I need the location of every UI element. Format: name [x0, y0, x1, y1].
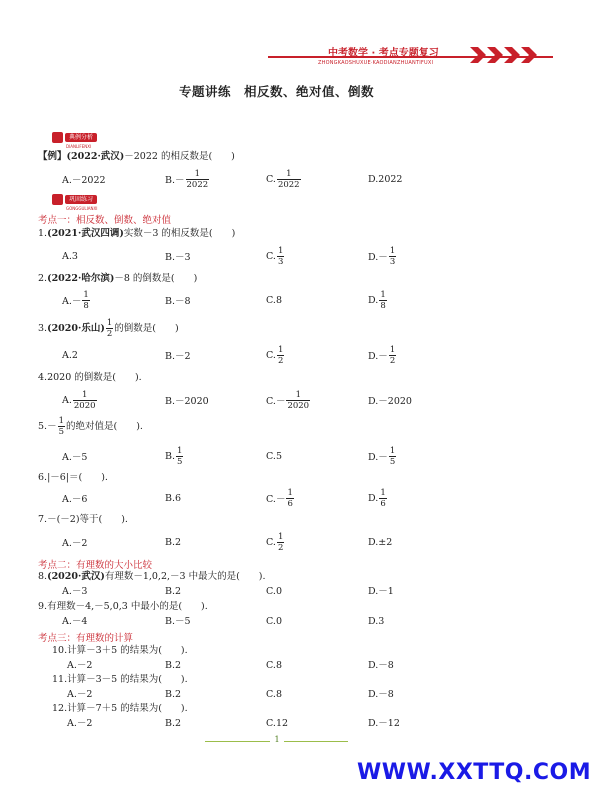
- example-stem: －2022 的相反数是( ): [124, 151, 235, 162]
- q12-option-a: A.－2: [67, 718, 93, 729]
- q4-option-b: B.－2020: [165, 396, 209, 407]
- example-option-d: D.2022: [368, 173, 403, 185]
- q6-option-a: A.－6: [62, 494, 88, 505]
- page-title: 专题讲练 相反数、绝对值、倒数: [178, 84, 374, 99]
- q6-option-b: B.6: [165, 492, 182, 504]
- q10-option-d: D.－8: [368, 660, 394, 671]
- example-badge-pinyin: DIANLIFENXI: [66, 144, 92, 149]
- q5-option-b: B. $\frac{1}{5}$: [165, 445, 183, 467]
- example-tag: 【例】: [38, 151, 67, 162]
- q1-option-a: A.3: [62, 250, 78, 262]
- q12-option-b: B.2: [165, 718, 182, 729]
- example-question: [38, 151, 235, 163]
- section-heading-1: 考点一：相反数、倒数、绝对值: [38, 215, 172, 226]
- q2-option-a: A.－ $\frac{1}{8}$: [62, 289, 89, 311]
- q7-option-b: B.2: [165, 536, 182, 548]
- series-title: 中考数学 · 考点专题复习: [328, 48, 439, 59]
- question-12: 12.计算－7＋5 的结果为( ).: [52, 703, 188, 714]
- example-badge: [52, 131, 97, 149]
- q3-option-b: B.－2: [165, 351, 191, 362]
- q3-option-d: D.－ $\frac{1}{2}$: [368, 344, 396, 366]
- question-8: 8.(2020·武汉)有理数－1,0,2,－3 中最大的是( ).: [38, 571, 266, 582]
- q12-option-c: C.12: [266, 718, 289, 729]
- q9-option-a: A.－4: [62, 616, 88, 627]
- q1-option-d: D.－ $\frac{1}{3}$: [368, 245, 396, 267]
- q11-option-d: D.－8: [368, 689, 394, 700]
- q5-option-d: D.－ $\frac{1}{5}$: [368, 445, 396, 467]
- question-2: 2.(2022·哈尔滨)－8 的倒数是( ): [38, 273, 198, 284]
- q1-option-b: B.－3: [165, 252, 191, 263]
- q8-option-d: D.－1: [368, 586, 394, 597]
- q11-option-b: B.2: [165, 689, 182, 700]
- q6-option-d: D. $\frac{1}{6}$: [368, 487, 386, 509]
- q8-option-b: B.2: [165, 586, 182, 597]
- q4-option-a: A. $\frac{1}{2020}$: [62, 389, 96, 411]
- q7-option-d: D.±2: [368, 536, 393, 548]
- pencil-icon: [52, 194, 63, 205]
- example-option-a: A.－2022: [62, 175, 106, 186]
- q2-option-d: D. $\frac{1}{8}$: [368, 289, 386, 311]
- section-heading-2: 考点二：有理数的大小比较: [38, 560, 153, 571]
- q5-option-c: C.5: [266, 450, 282, 462]
- q3-option-c: C. $\frac{1}{2}$: [266, 344, 284, 366]
- q3-option-a: A.2: [62, 349, 78, 361]
- q10-option-a: A.－2: [67, 660, 93, 671]
- q1-option-c: C. $\frac{1}{3}$: [266, 245, 284, 267]
- q2-option-b: B.－8: [165, 296, 191, 307]
- q10-option-b: B.2: [165, 660, 182, 671]
- q10-option-c: C.8: [266, 660, 282, 671]
- q9-option-d: D.3: [368, 616, 385, 627]
- series-pinyin: ZHONGKAOSHUXUE·KAODIANZHUANTIFUXI: [318, 60, 434, 66]
- question-4: 4.2020 的倒数是( ).: [38, 372, 142, 383]
- book-icon: [52, 132, 63, 143]
- q5-option-a: A.－5: [62, 452, 88, 463]
- example-badge-label: 典例分析: [65, 133, 97, 142]
- example-source: (2022·武汉): [66, 151, 125, 162]
- question-6: 6.|－6|＝( ).: [38, 472, 108, 483]
- site-watermark: WWW.XXTTQ.COM: [357, 760, 591, 785]
- page-number: 1: [270, 735, 284, 744]
- q9-option-b: B.－5: [165, 616, 191, 627]
- example-option-c: C. $\frac{1}{2022}$: [266, 168, 300, 190]
- q4-option-c: C.－ $\frac{1}{2020}$: [266, 389, 310, 411]
- q7-option-c: C. $\frac{1}{2}$: [266, 531, 284, 553]
- practice-badge: [52, 193, 98, 211]
- practice-badge-pinyin: GONGGULIANXI: [66, 206, 98, 211]
- q6-option-c: C.－ $\frac{1}{6}$: [266, 487, 293, 509]
- question-9: 9.有理数－4,－5,0,3 中最小的是( ).: [38, 601, 208, 612]
- practice-badge-label: 巩固练习: [65, 195, 97, 204]
- q11-option-c: C.8: [266, 689, 282, 700]
- q4-option-d: D.－2020: [368, 396, 412, 407]
- q9-option-c: C.0: [266, 616, 282, 627]
- q12-option-d: D.－12: [368, 718, 400, 729]
- q11-option-a: A.－2: [67, 689, 93, 700]
- question-11: 11.计算－3－5 的结果为( ).: [52, 674, 188, 685]
- question-3: 3. (2020·乐山) $\frac{1}{2}$ 的倒数是( ): [38, 318, 179, 339]
- section-heading-3: 考点三：有理数的计算: [38, 633, 134, 644]
- question-1: 1.(2021·武汉四调)实数－3 的相反数是( ): [38, 228, 236, 239]
- q2-option-c: C.8: [266, 294, 282, 306]
- example-option-b: B.－ $\frac{1}{2022}$: [165, 168, 209, 190]
- q8-option-c: C.0: [266, 586, 282, 597]
- q8-option-a: A.－3: [62, 586, 88, 597]
- question-7: 7.－(－2)等于( ).: [38, 514, 128, 525]
- chevron-arrows-icon: [470, 44, 550, 66]
- q7-option-a: A.－2: [62, 538, 88, 549]
- question-5: 5.－ $\frac{1}{5}$ 的绝对值是( ).: [38, 416, 143, 437]
- question-10: 10.计算－3＋5 的结果为( ).: [52, 645, 188, 656]
